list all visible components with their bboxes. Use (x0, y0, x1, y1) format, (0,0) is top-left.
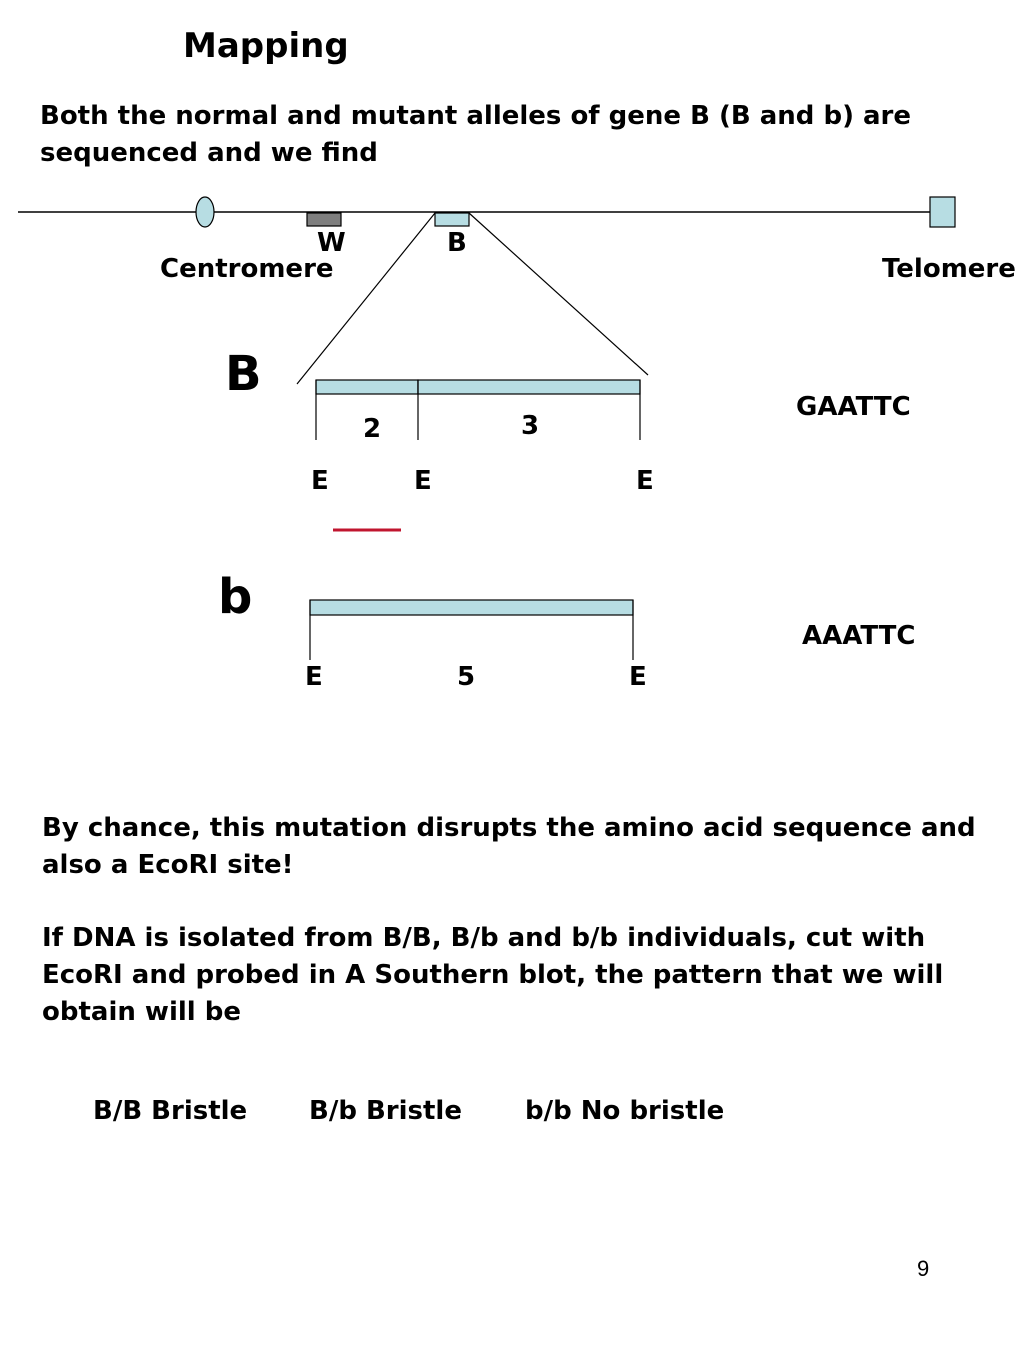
ecori-site-b-2: E (414, 466, 432, 496)
genotype-heterozygous: B/b Bristle (309, 1096, 462, 1126)
gene-b-box (435, 213, 469, 226)
ecori-site-b-3: E (636, 466, 654, 496)
gene-w-label: W (317, 228, 346, 258)
fragment-size-3: 3 (521, 411, 540, 441)
allele-b-mutant-bar (310, 600, 633, 615)
telomere-label: Telomere (882, 254, 1016, 284)
zoom-line-right (469, 213, 648, 375)
southern-blot-paragraph: If DNA is isolated from B/B, B/b and b/b individuals, cut with EcoRI and probed in A Southern blot, the pattern that we will obtain will be (42, 923, 944, 1027)
genotype-bb-mutant: b/b No bristle (525, 1096, 725, 1126)
gene-w-box (307, 213, 341, 226)
gene-b-label: B (447, 228, 467, 258)
allele-b-bar-left (316, 380, 418, 394)
allele-b-mutant-label: b (218, 569, 253, 625)
centromere-shape (196, 197, 214, 227)
allele-b-bar-right (418, 380, 640, 394)
allele-b-label: B (225, 346, 262, 402)
page-title: Mapping (183, 26, 349, 66)
allele-b-mutant-sequence: AAATTC (802, 621, 916, 651)
intro-paragraph: Both the normal and mutant alleles of gene B (B and b) are sequenced and we find (40, 101, 911, 168)
ecori-site-m-2: E (629, 662, 647, 692)
fragment-size-2: 2 (363, 414, 382, 444)
ecori-site-m-1: E (305, 662, 323, 692)
telomere-box (930, 197, 955, 227)
mutation-paragraph: By chance, this mutation disrupts the amino acid sequence and also a EcoRI site! (42, 813, 976, 880)
fragment-size-5: 5 (457, 662, 476, 692)
genotype-bb-normal: B/B Bristle (93, 1096, 248, 1126)
page-number: 9 (917, 1256, 930, 1281)
allele-b-sequence: GAATTC (796, 392, 911, 422)
centromere-label: Centromere (160, 254, 334, 284)
ecori-site-b-1: E (311, 466, 329, 496)
